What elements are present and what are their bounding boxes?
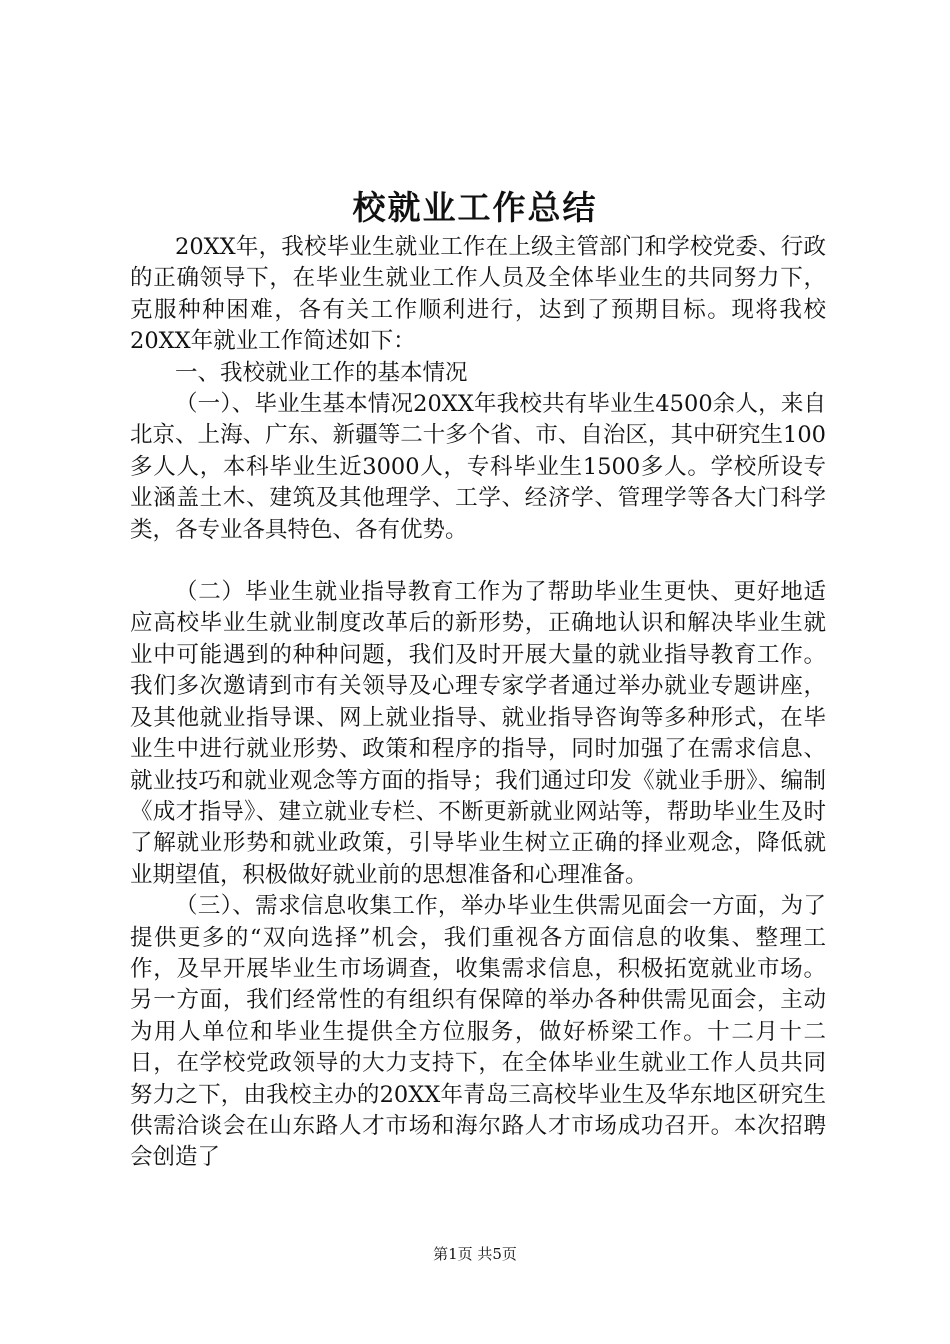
- document-body: [130, 232, 826, 1174]
- document-title: 校就业工作总结: [352, 188, 598, 227]
- paragraph-demand-information: （三）、需求信息收集工作，举办毕业生供需见面会一方面，为了提供更多的“双向选择”机会，我们重视各方面信息的收集、整理工作，及早开展毕业生市场调查，收集需求信息，积极拓宽就业市场。另一方面，我们经常性的有组织有保障的举办各种供需见面会，主动为用人单位和毕业生提供全方位服务，做好桥梁工作。十二月十二日，在学校党政领导的大力支持下，在全体毕业生就业工作人员共同努力之下，由我校主办的20XX年青岛三高校毕业生及华东地区研究生供需洽谈会在山东路人才市场和海尔路人才市场成功召开。本次招聘会创造了: [130, 893, 826, 1171]
- paragraph-employment-guidance: （二）毕业生就业指导教育工作为了帮助毕业生更快、更好地适应高校毕业生就业制度改革后的新形势，正确地认识和解决毕业生就业中可能遇到的种种问题，我们及时开展大量的就业指导教育工作。我们多次邀请到市有关领导及心理专家学者通过举办就业专题讲座，及其他就业指导课、网上就业指导、就业指导咨询等多种形式，在毕业生中进行就业形势、政策和程序的指导，同时加强了在需求信息、就业技巧和就业观念等方面的指导；我们通过印发《就业手册》、编制《成才指导》、建立就业专栏、不断更新就业网站等，帮助毕业生及时了解就业形势和就业政策，引导毕业生树立正确的择业观念，降低就业期望值，积极做好就业前的思想准备和心理准备。: [130, 579, 826, 888]
- page-number-footer: 第1页 共5页: [433, 1245, 517, 1263]
- paragraph-graduates-basic-info: （一）、毕业生基本情况20XX年我校共有毕业生4500余人，来自北京、上海、广东、新疆等二十多个省、市、自治区，其中研究生100多人人，本科毕业生近3000人，专科毕业生1500多人。学校所设专业涵盖土木、建筑及其他理学、工学、经济学、管理学等各大门科学类，各专业各具特色、各有优势。: [130, 391, 826, 543]
- section-heading-basic-situation: 一、我校就业工作的基本情况: [175, 359, 468, 386]
- paragraph-intro: 20XX年，我校毕业生就业工作在上级主管部门和学校党委、行政的正确领导下，在毕业生就业工作人员及全体毕业生的共同努力下，克服种种困难，各有关工作顺利进行，达到了预期目标。现将我校20XX年就业工作简述如下：: [130, 234, 826, 355]
